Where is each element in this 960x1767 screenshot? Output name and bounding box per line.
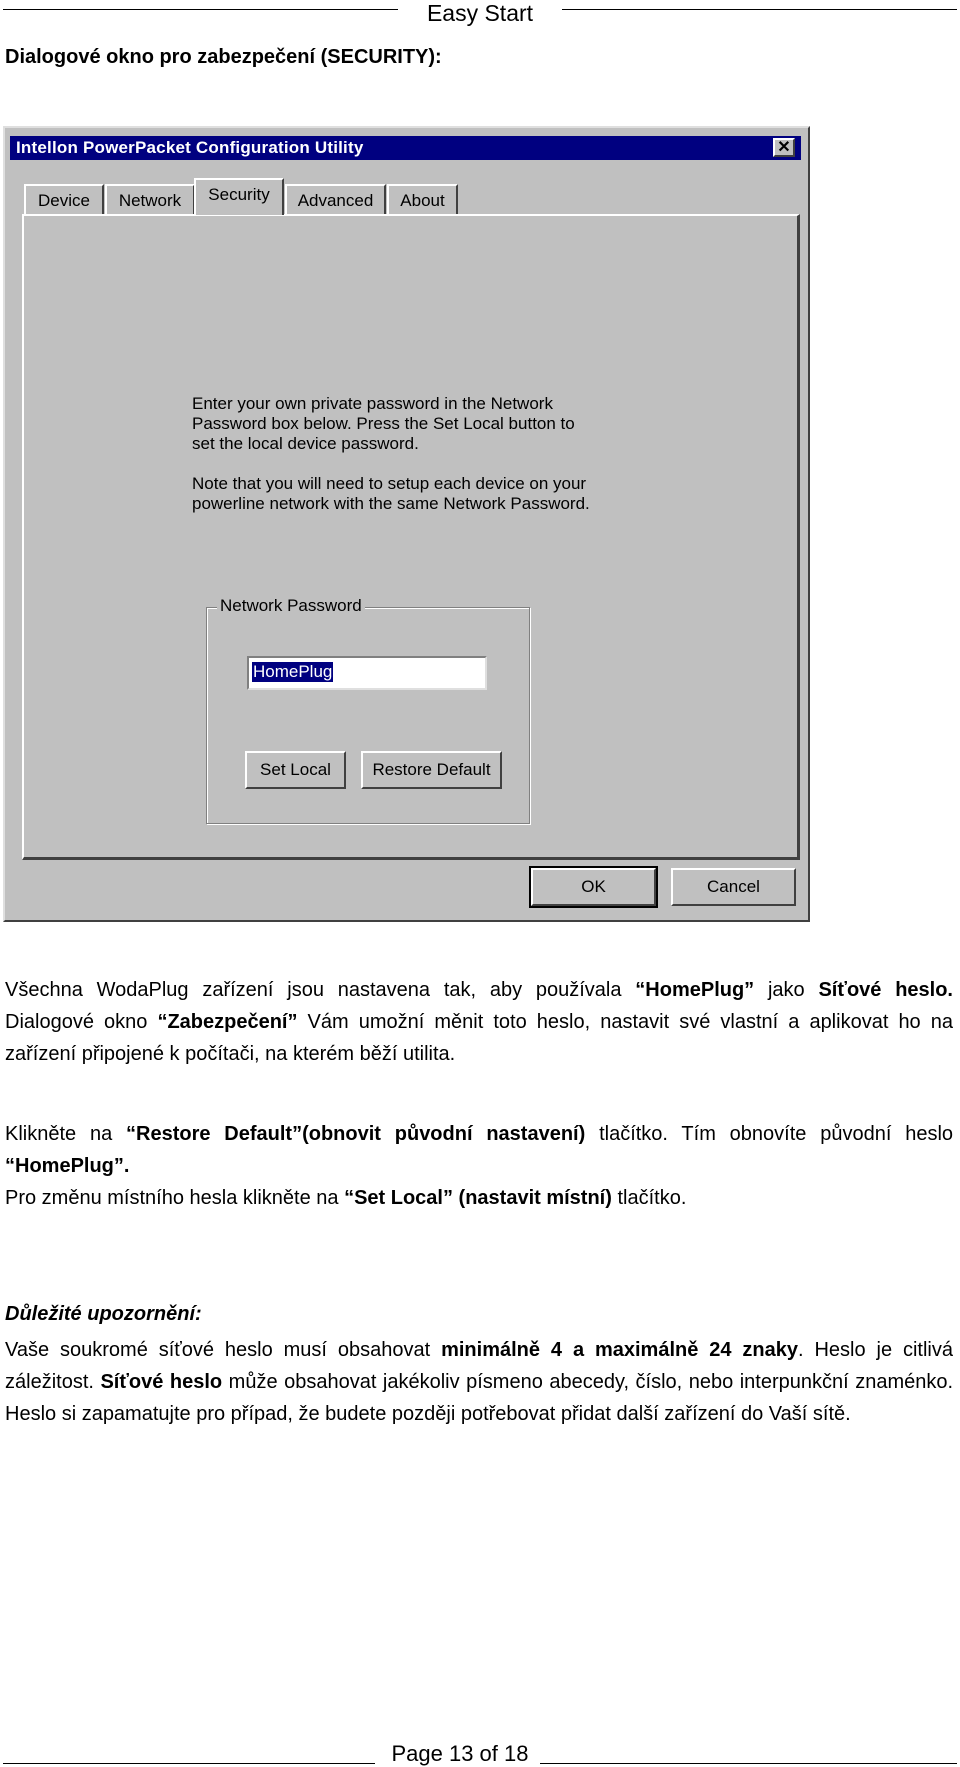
section-heading: Dialogové okno pro zabezpečení (SECURITY): bbox=[5, 46, 442, 68]
paragraph-important bbox=[5, 1334, 953, 1430]
text: Pro změnu místního hesla klikněte na bbox=[5, 1187, 345, 1209]
instruction-line: Enter your own private password in the Network bbox=[192, 394, 553, 413]
security-dialog bbox=[3, 126, 810, 922]
bold-text: minimálně 4 a maximálně 24 znaky bbox=[441, 1339, 799, 1361]
instruction-line: set the local device password. bbox=[192, 434, 419, 453]
bold-text: “Zabezpečení” bbox=[157, 1011, 298, 1033]
paragraph-restore bbox=[5, 1118, 953, 1182]
header-rule-right bbox=[562, 9, 957, 10]
text: Všechna WodaPlug zařízení jsou nastavena tak, aby používala bbox=[5, 979, 636, 1001]
tab-device[interactable] bbox=[24, 184, 104, 214]
close-icon: ✕ bbox=[777, 139, 791, 156]
text: Dialogové okno bbox=[5, 1011, 158, 1033]
footer-rule-right bbox=[540, 1763, 957, 1764]
close-button[interactable] bbox=[773, 138, 795, 157]
bold-text: “Restore Default”(obnovit původní nastavení) bbox=[126, 1123, 586, 1145]
dialog-title: Intellon PowerPacket Configuration Utility bbox=[16, 138, 364, 157]
bold-text: “Set Local” (nastavit místní) bbox=[344, 1187, 612, 1209]
bold-text: “HomePlug” bbox=[635, 979, 755, 1001]
tab-label: Security bbox=[208, 185, 270, 204]
cancel-button[interactable]: Cancel bbox=[671, 868, 796, 906]
network-password-input[interactable] bbox=[247, 656, 487, 690]
header-rule-left bbox=[3, 9, 398, 10]
text: Klikněte na bbox=[5, 1123, 127, 1145]
tab-label: About bbox=[400, 191, 445, 210]
instruction-line: Password box below. Press the Set Local button to bbox=[192, 414, 575, 433]
footer-rule-left bbox=[3, 1763, 375, 1764]
paragraph-intro bbox=[5, 974, 953, 1070]
bold-text: Síťové heslo bbox=[100, 1371, 223, 1393]
tab-security[interactable] bbox=[194, 178, 284, 215]
network-password-group bbox=[206, 596, 530, 824]
tab-about[interactable] bbox=[387, 184, 458, 214]
page-number: Page 13 of 18 bbox=[391, 1741, 529, 1766]
important-heading: Důležité upozornění: bbox=[5, 1303, 202, 1325]
note-line: powerline network with the same Network Password. bbox=[192, 494, 590, 513]
tab-network[interactable] bbox=[105, 184, 195, 214]
tab-label: Advanced bbox=[297, 191, 374, 210]
dialog-titlebar[interactable] bbox=[10, 136, 801, 160]
tab-label: Network bbox=[118, 191, 182, 210]
note-block bbox=[192, 474, 590, 514]
text: může obsahovat jakékoliv písmeno abecedy, číslo, nebo interpunkční znaménko. Heslo si zapamatujte pro případ, že budete později potřebovat přidat další zařízení do Vaší sítě. bbox=[5, 1371, 954, 1425]
restore-default-button[interactable]: Restore Default bbox=[361, 751, 502, 789]
note-line: Note that you will need to setup each device on your bbox=[192, 474, 587, 493]
text: jako bbox=[754, 979, 819, 1001]
text: Vaše soukromé síťové heslo musí obsahovat bbox=[5, 1339, 442, 1361]
text: Vám umožní měnit toto heslo, nastavit své vlastní a aplikovat ho na zařízení připojené k počítači, na kterém běží utilita. bbox=[5, 1011, 953, 1065]
tab-label: Device bbox=[38, 191, 90, 210]
text: tlačítko. bbox=[611, 1187, 687, 1209]
ok-button[interactable]: OK bbox=[531, 868, 656, 906]
tab-advanced[interactable] bbox=[285, 184, 386, 214]
text: . Heslo je citlivá záležitost. bbox=[5, 1339, 953, 1393]
bold-text: “HomePlug”. bbox=[5, 1155, 130, 1177]
set-local-button[interactable]: Set Local bbox=[245, 751, 346, 789]
instructions-block bbox=[192, 394, 575, 454]
paragraph-set-local bbox=[5, 1182, 953, 1214]
group-label: Network Password bbox=[217, 596, 365, 616]
bold-text: Síťové heslo. bbox=[818, 979, 953, 1001]
password-value: HomePlug bbox=[253, 662, 333, 681]
header-title: Easy Start bbox=[426, 0, 534, 26]
text: tlačítko. Tím obnovíte původní heslo bbox=[585, 1123, 954, 1145]
